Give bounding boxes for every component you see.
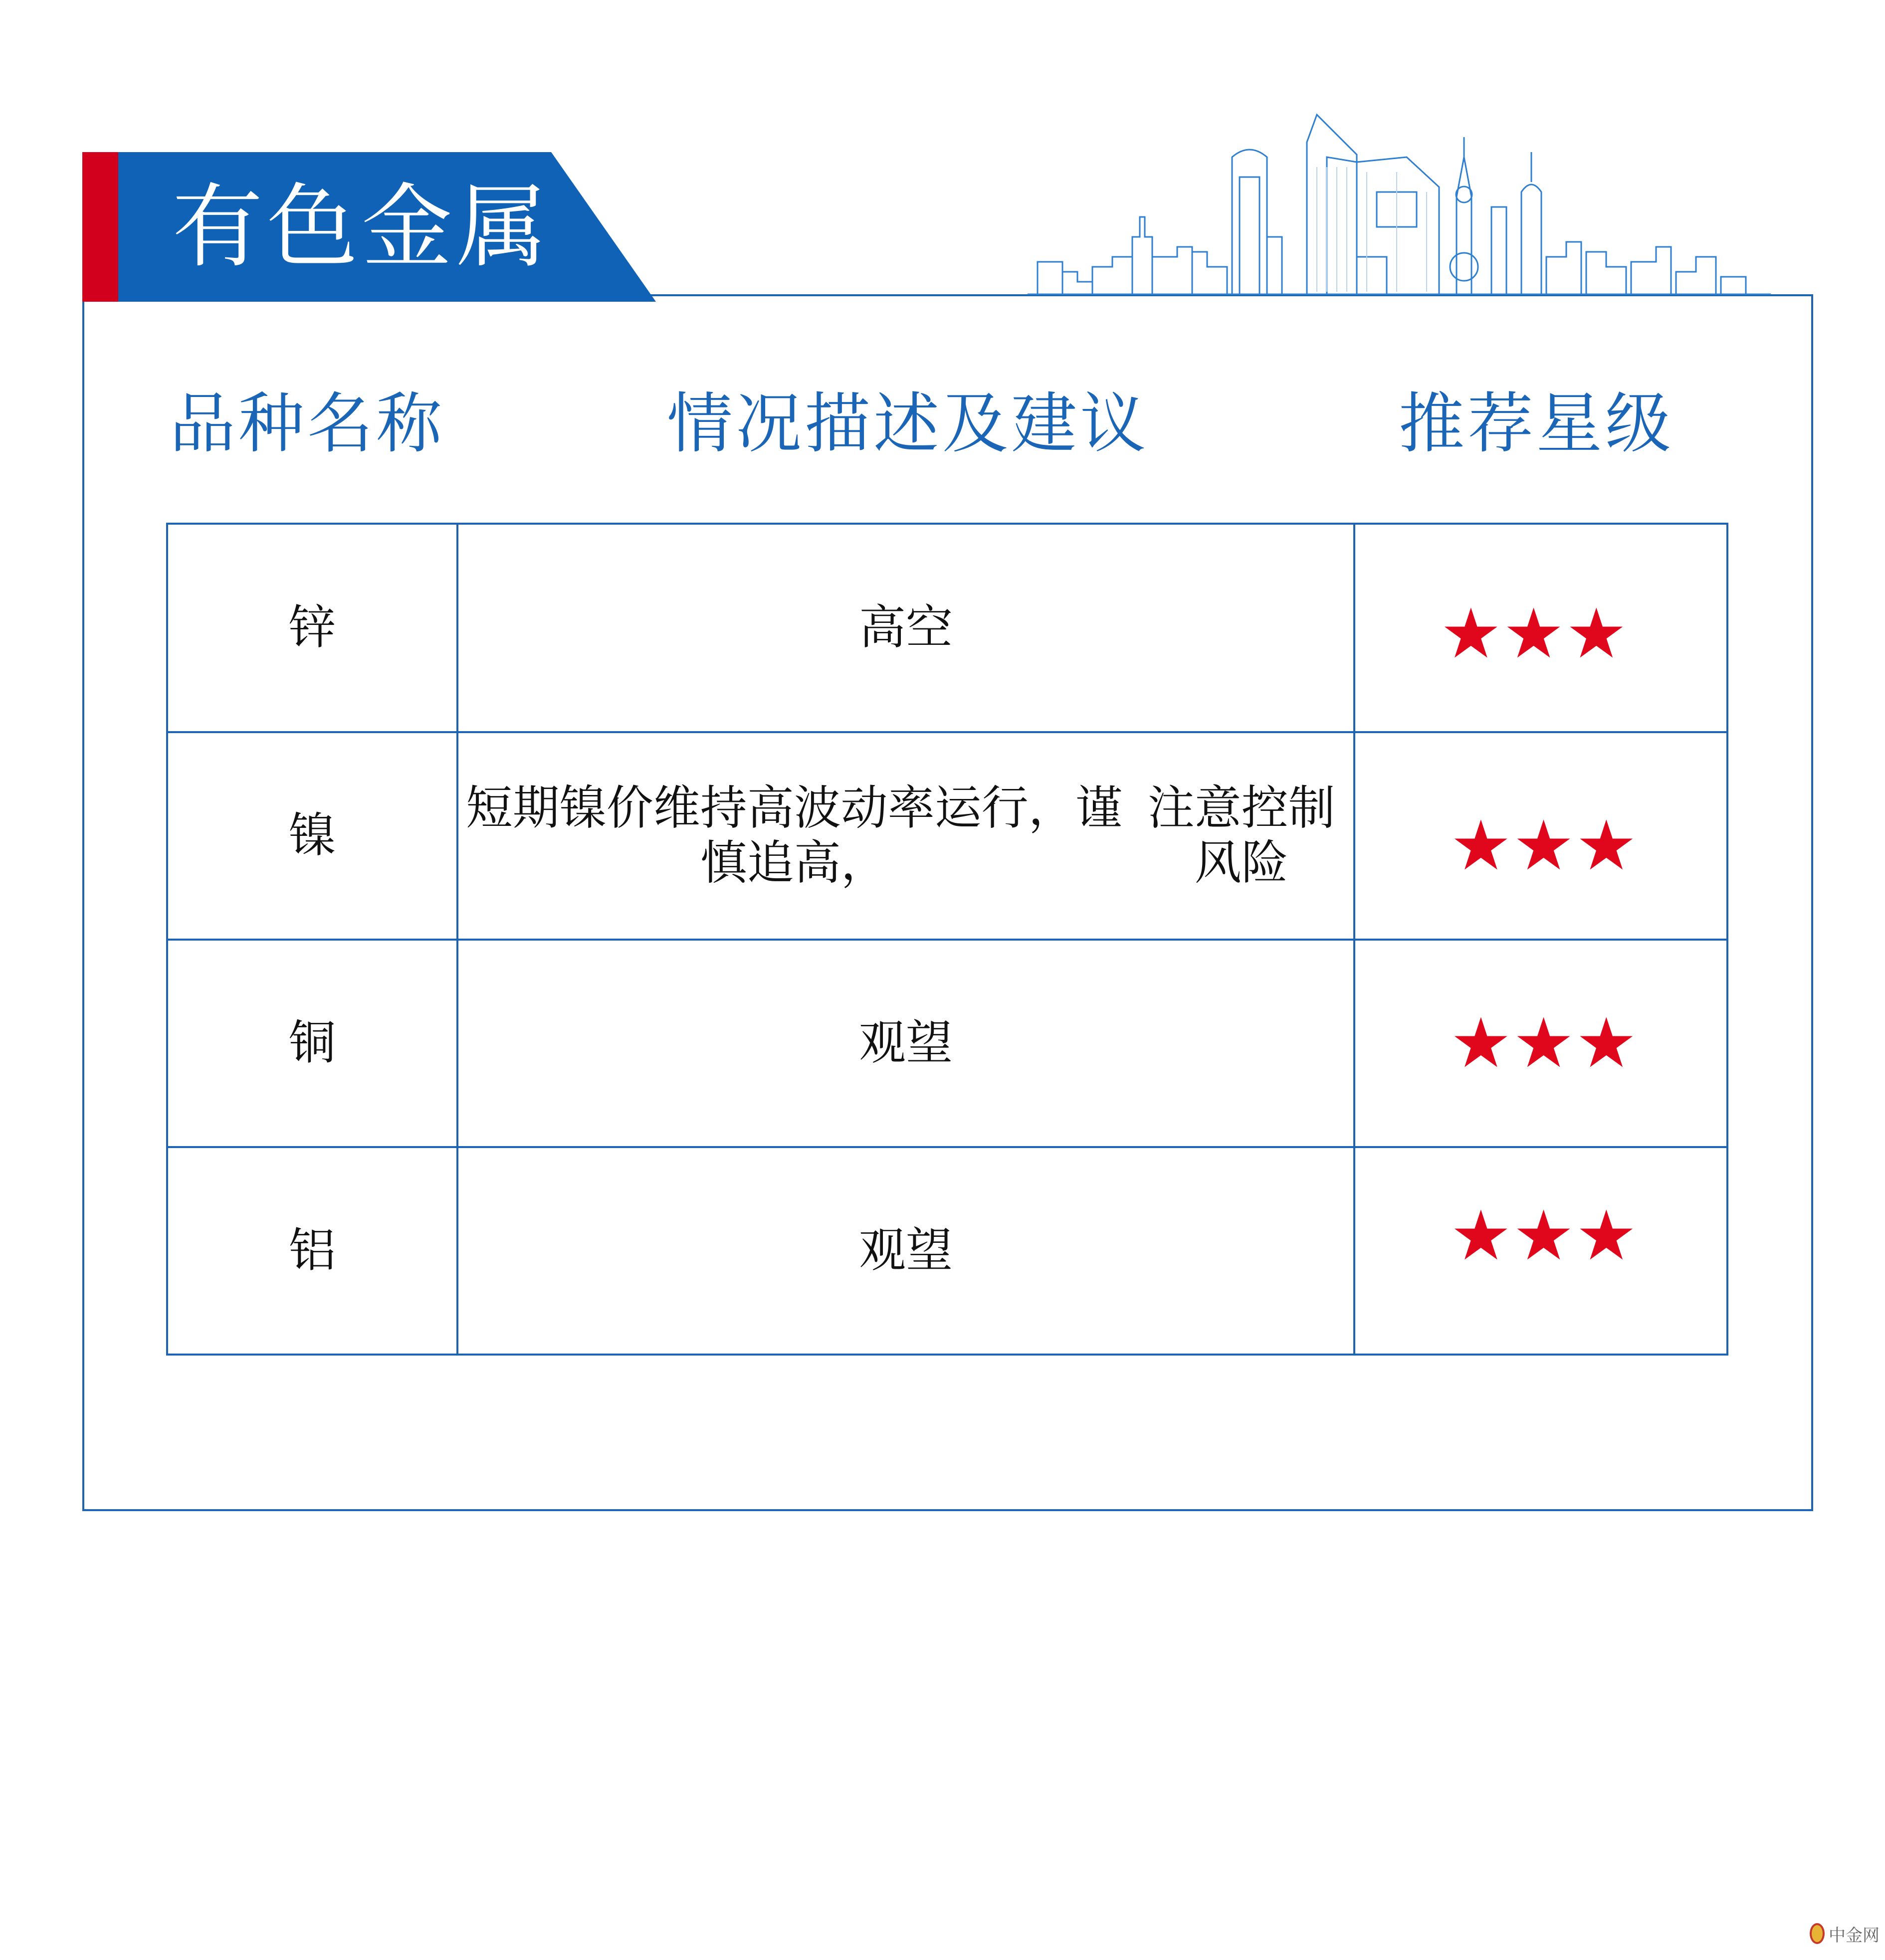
description-cell [458,525,1353,731]
table-row [168,525,1726,732]
watermark-text: 中金网 [1829,1925,1880,1946]
header-rating: 推荐星级 [1399,386,1674,462]
table-row [168,733,1726,941]
rating-cell [1355,525,1728,731]
description-line: 注意控制风险 [1147,781,1335,890]
description-cell [458,1148,1353,1354]
title-red-accent [82,152,118,302]
variety-name: 镍 [288,808,336,863]
recommendation-table [166,523,1728,1356]
header-description: 情况描述及建议 [667,386,1149,462]
rating-cell [1355,1148,1728,1354]
description-line: 观望 [858,1223,953,1278]
description-line: 观望 [858,1016,953,1070]
variety-name: 铜 [288,1016,336,1070]
variety-name: 锌 [288,600,336,655]
rating-cell [1355,733,1728,939]
city-skyline-illustration [1028,107,1771,297]
star-rating: ★★★ [1450,1003,1639,1083]
description-line: 高空 [858,600,953,655]
star-rating: ★★★ [1440,593,1629,674]
description-cell [458,733,1353,939]
star-rating: ★★★ [1450,1195,1639,1276]
rating-cell [1355,941,1728,1146]
page-title: 有色金属 [172,174,551,280]
description-line: 短期镍价维持高波动率运行，谨慎追高， [465,781,1122,890]
table-row [168,1148,1726,1356]
watermark-logo-icon [1810,1923,1825,1944]
star-rating: ★★★ [1450,805,1639,886]
table-row [168,941,1726,1148]
variety-name: 铝 [288,1223,336,1278]
watermark [1810,1916,1880,1951]
description-cell [458,941,1353,1146]
header-variety-name: 品种名称 [170,386,445,462]
